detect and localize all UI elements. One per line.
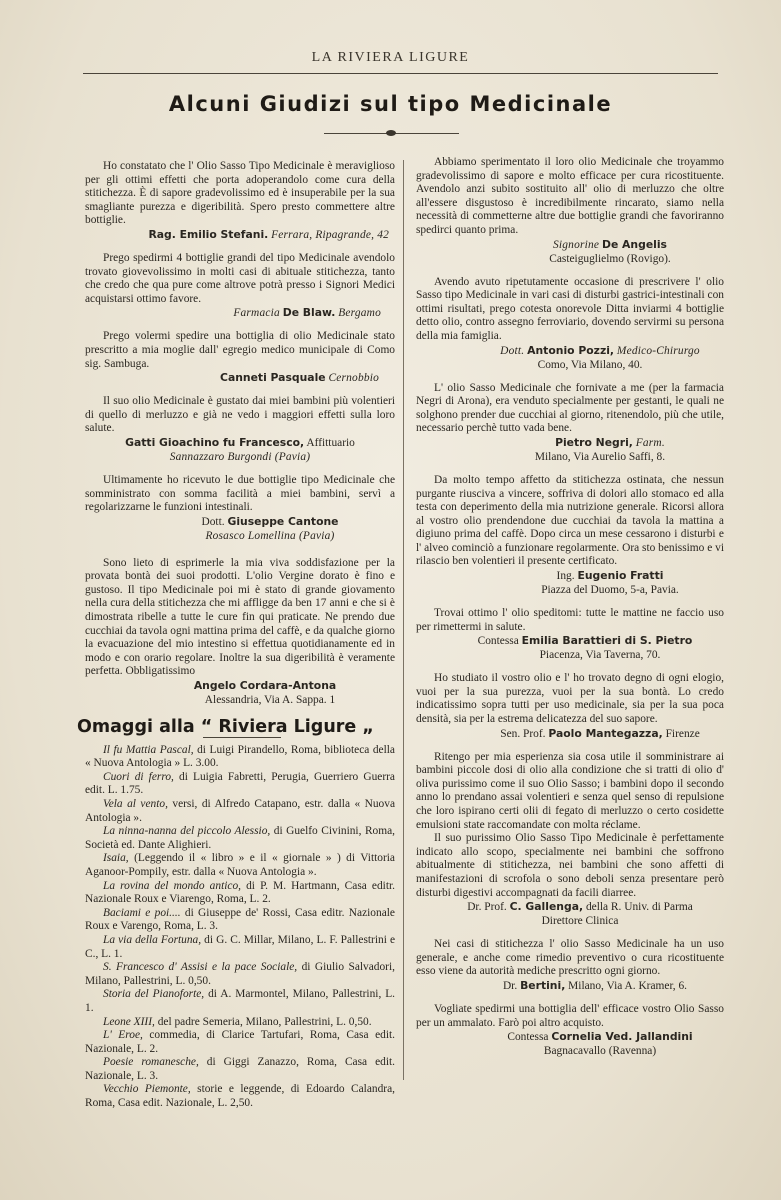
book-title: Poesie romanesche, (103, 1056, 199, 1069)
testimonial-signature: Contessa Emilia Barattieri di S. Pietro (477, 634, 693, 648)
testimonial (416, 1003, 724, 1058)
book-title: La via della Fortuna, (103, 933, 202, 946)
book-title: Leone XIII, (103, 1015, 155, 1028)
testimonial-place: Milano, Via Aurelio Saffi, 8. (534, 450, 666, 463)
book-entry (85, 907, 395, 934)
testimonial-text: L' olio Sasso Medicinale che fornivate a me (per la farmacia Negri di Arona), era venduto specialmente per gestanti, le quali ne solghono prender due cucchiai al giorno, ritenendolo, più che utile, necessario perchè tutto vada bene. (416, 381, 724, 435)
testimonial (85, 474, 395, 543)
book-list (85, 744, 395, 1111)
testimonial-place: Alessandria, Via A. Sappa. 1 (204, 694, 336, 707)
testimonial-text: Avendo avuto ripetutamente occasione di prescrivere l' olio Sasso tipo Medicinale in vari casi di disturbi gastrici-intestinali con ottimi risultati, prego cotesta onorevole Ditta inviarmi 4 bottiglie detto olio, contro assegno ferroviario, dovendo servirmi su persona della mia famiglia. (416, 275, 724, 342)
header-rule (83, 73, 718, 74)
testimonial-text: Ritengo per mia esperienza sia cosa utile il somministrare ai bambini piccole dosi di olio alla condizione che si tratti di olio d' oliva purissimo come il suo Olio Sasso; i bambini dopo il secondo anno lo prendano assai volentieri e senza quel senso di repulsione che loro ispirano certi olii di fegato di merluzzo o certo cosidette emulsioni state raccomandate con molta réclame. (416, 750, 724, 831)
testimonial-text: Ho constatato che l' Olio Sasso Tipo Medicinale è meraviglioso per gli ottimi effetti che porta adoperandolo come cura della stitichezza. È di sapore gradevolissimo ed è insuperabile per la sua smagliante purezza e digeribilità. Spero presto commettere altre bottiglie. (85, 160, 395, 227)
testimonial-text: Prego volermi spedire una bottiglia di olio Medicinale stato prescritto a mia moglie dall' egregio medico municipale di Como sig. Sambuga. (85, 330, 395, 370)
page-title: Alcuni Giudizi sul tipo Medicinale (168, 92, 613, 116)
testimonial (85, 252, 395, 320)
testimonial-signature: Angelo Cordara-Antona (193, 679, 337, 693)
testimonial-text: Vogliate spedirmi una bottiglia dell' efficace vostro Olio Sasso per un ammalato. Farò poi altro acquisto. (416, 1002, 724, 1029)
section-title: Omaggi alla “ Riviera Ligure „ (77, 717, 374, 738)
book-entry (85, 744, 395, 771)
book-entry (85, 1029, 395, 1056)
book-details: di Giggi Zanazzo, Roma, Casa edit. Nazionale, L. 3. (85, 1056, 395, 1082)
running-header: LA RIVIERA LIGURE (311, 50, 470, 65)
column-divider (403, 160, 404, 1080)
testimonial-text: Da molto tempo affetto da stitichezza ostinata, che nessun purgante riusciva a vincere, soffriva di dolori allo stomaco ed alla testa con deperimento della mia nutrizione generale. Ricorsi allora al vostro olio prendendone due cucchiai da tavola la mattina a digiuno prima del caffè. Dopo circa un mese cessarono i disturbi e l' alveo cominciò a funzionare regolarmente. Ora sto benissimo e vi rilascio ben volentieri il presente certificato. (416, 473, 724, 568)
testimonial (416, 474, 724, 597)
testimonial (85, 160, 395, 242)
testimonial-place: Bagnacavallo (Ravenna) (543, 1045, 657, 1058)
book-details: commedia, di Clarice Tartufari, Roma, Casa edit. Nazionale, L. 2. (85, 1029, 395, 1055)
testimonial-text: Prego spedirmi 4 bottiglie grandi del tipo Medicinale avendolo trovato giovevolissimo in molti casi di abituale stitichezza, tanto che credo che qua pure come altrove potrà presso i Signori Medici acquistarsi ottimo favore. (85, 251, 395, 305)
testimonial (416, 607, 724, 662)
left-column (77, 160, 396, 1111)
book-details: di P. M. Hartmann, Casa editr. Nazionale Roux e Viarengo, Roma, L. 2. (85, 879, 395, 906)
book-details: di Giuseppe de' Rossi, Casa editr. Nazionale Roux e Varengo, Roma, L. 3. (85, 906, 395, 933)
testimonial-text: Il suo olio Medicinale è gustato dai miei bambini più volentieri di quello di merluzzo e già ne vedo i maggiori effetti sulla loro salute. (85, 395, 395, 435)
testimonial (416, 751, 724, 929)
testimonial-signature: Canneti Pasquale Cernobbio (220, 371, 379, 385)
testimonial-signature: Rag. Emilio Stefani. Ferrara, Ripagrande, 42 (148, 227, 389, 241)
book-title: Isaia, (103, 852, 129, 865)
book-title: S. Francesco d' Assisi e la pace Sociale, (103, 961, 298, 974)
testimonial-signature: Farmacia De Blaw. Bergamo (233, 306, 381, 320)
testimonial (85, 557, 395, 707)
book-entry (85, 934, 395, 961)
testimonial-text: Abbiamo sperimentato il loro olio Medicinale che troyammo gradevolissimo di sapore e molto efficace per cura ricostituente. Avendolo anzi subito sostituito all' olio di merluzzo che oltre all'essere disgustoso è incredibilmente rincarato, siamo nella necessità di commetterne altre due bottiglie grandi che favoriranno spedirci quanto prima. (416, 156, 724, 236)
book-entry (85, 852, 395, 879)
testimonial-signature: Contessa Cornelia Ved. Jallandini (507, 1030, 693, 1044)
testimonial-signature: Dott. Giuseppe Cantone (201, 514, 339, 528)
book-entry (85, 825, 395, 852)
book-details: versi, di Alfredo Catapano, estr. dalla « Nuova Antologia ». (85, 798, 395, 824)
testimonial (416, 156, 724, 266)
book-details: del padre Semeria, Milano, Pallestrini, L. 0,50. (154, 1015, 372, 1028)
book-details: di A. Marmontel, Milano, Pallestrini, L. 1. (85, 988, 396, 1014)
testimonial-place: Direttore Clinica (541, 915, 619, 928)
book-title: Storia del Pianoforte, (103, 988, 205, 1001)
testimonial-place: Rosasco Lomellina (Pavia) (205, 529, 335, 542)
book-entry (85, 1056, 395, 1083)
book-entry (85, 988, 395, 1015)
book-details: (Leggendo il « libro » e il « giornale » ) di Vittoria Aganoor-Pompily, estr. dalla « Nuova Antologia ». (85, 852, 395, 878)
book-details: di Giulio Salvadori, Milano, Pallestrini, L. 0,50. (85, 961, 395, 987)
book-details: storie e leggende, di Edoardo Calandra, Roma, Casa edit. Nazionale, L. 2,50. (85, 1083, 395, 1110)
testimonial-place: Casteiguglielmo (Rovigo). (549, 252, 671, 265)
title-ornament (386, 130, 396, 136)
testimonial-signature: Dott. Antonio Pozzi, Medico-Chirurgo (500, 343, 700, 357)
testimonial-text: Trovai ottimo l' olio speditomi: tutte le mattine ne faccio uso per rimettermi in salute. (416, 607, 724, 633)
testimonial-place: Piacenza, Via Taverna, 70. (539, 649, 661, 662)
book-entry (85, 1016, 395, 1030)
testimonial-signature: Dr. Prof. C. Gallenga, della R. Univ. di Parma (467, 900, 693, 914)
book-title: Vecchio Piemonte, (103, 1083, 191, 1096)
book-title: Vela al vento, (103, 798, 168, 810)
testimonial-signature: Sen. Prof. Paolo Mantegazza, Firenze (500, 726, 700, 740)
book-details: di G. C. Millar, Milano, L. F. Pallestrini e C., L. 1. (85, 933, 395, 960)
book-title: Baciami e poi.... (103, 906, 181, 919)
book-details: di Luigia Fabretti, Perugia, Guerriero Guerra edit. L. 1.75. (85, 770, 395, 797)
book-title: La rovina del mondo antico, (103, 879, 241, 892)
testimonial-text: Nei casi di stitichezza l' olio Sasso Medicinale ha un uso generale, e anche come rimedio preventivo o cura ricostituente esso viene da autorità mediche prescritto ogni giorno. (416, 938, 724, 978)
testimonial-place: Sannazzaro Burgondi (Pavia) (169, 450, 311, 463)
book-entry (85, 961, 395, 988)
testimonial (416, 938, 724, 993)
testimonial-signature: Dr. Bertini, Milano, Via A. Kramer, 6. (502, 978, 688, 992)
book-entry (85, 798, 395, 825)
book-title: Cuori di ferro, (103, 770, 174, 783)
book-title: L' Eroe, (103, 1029, 143, 1042)
testimonial-signature: Signorine De Angelis (553, 237, 667, 251)
testimonial-text: Ultimamente ho ricevuto le due bottiglie tipo Medicinale che somministrato con somma facilità a miei bambini, servì a regolarizzarne le funzioni intestinali. (85, 473, 395, 514)
testimonial-place: Como, Via Milano, 40. (537, 358, 643, 371)
testimonial-signature: Pietro Negri, Farm. (555, 435, 665, 449)
testimonial-signature: Gatti Gioachino fu Francesco, Affittuario (125, 435, 355, 449)
testimonial (416, 672, 724, 740)
book-title: Il fu Mattia Pascal, (103, 743, 194, 756)
book-details: di Luigi Pirandello, Roma, biblioteca della « Nuova Antologia » L. 3.00. (85, 743, 395, 770)
book-entry (85, 771, 395, 798)
right-column (416, 156, 724, 1068)
testimonial-place: Piazza del Duomo, 5-a, Pavia. (541, 584, 679, 597)
testimonial (85, 330, 395, 385)
book-entry (85, 1083, 395, 1110)
testimonial (416, 382, 724, 464)
testimonial-signature: Ing. Eugenio Fratti (556, 569, 664, 583)
book-title: La ninna-nanna del piccolo Alessio, (103, 825, 271, 838)
testimonial (85, 395, 395, 464)
testimonial (416, 276, 724, 372)
book-details: di Guelfo Civinini, Roma, Società ed. Dante Alighieri. (85, 825, 395, 851)
book-entry (85, 880, 395, 907)
testimonial-text: Il suo purissimo Olio Sasso Tipo Medicinale è perfettamente indicato allo scopo, specialmente nei bambini che soffrono abitualmente di stitichezza, nei bambini che sono affetti di manifestazioni di scrofola o sono deboli senza presentare però disturbi digestivi accompagnati da facili diarree. (416, 832, 724, 899)
testimonial-text: Ho studiato il vostro olio e l' ho trovato degno di ogni elogio, vuoi per la sua purezza, vuoi per la sua bontà. Lo credo indicatissimo sopra tutti per uso medicinale, sia per la sua poca densità, sia per la estrema delicatezza del suo sapore. (416, 672, 724, 726)
testimonial-text: Sono lieto di esprimerle la mia viva soddisfazione per la provata bontà dei suoi prodotti. L'olio Vergine dorato è fino e gustoso. Il tipo Medicinale poi mi è stato di grande giovamento nella cura della stitichezza che mi affligge da ben 17 anni e che si è dimostrata ribelle a tutte le cure fin qui praticate. Ne prendo due cucchiai da tavola ogni mattina prima del caffè, e da qualche giorno la evacuazione del mio intestino si effettua quotidianamente ed in modo e con orario regolare. Inoltre la sua digeribilità è veramente perfetta. Obbligatissimo (85, 556, 395, 678)
